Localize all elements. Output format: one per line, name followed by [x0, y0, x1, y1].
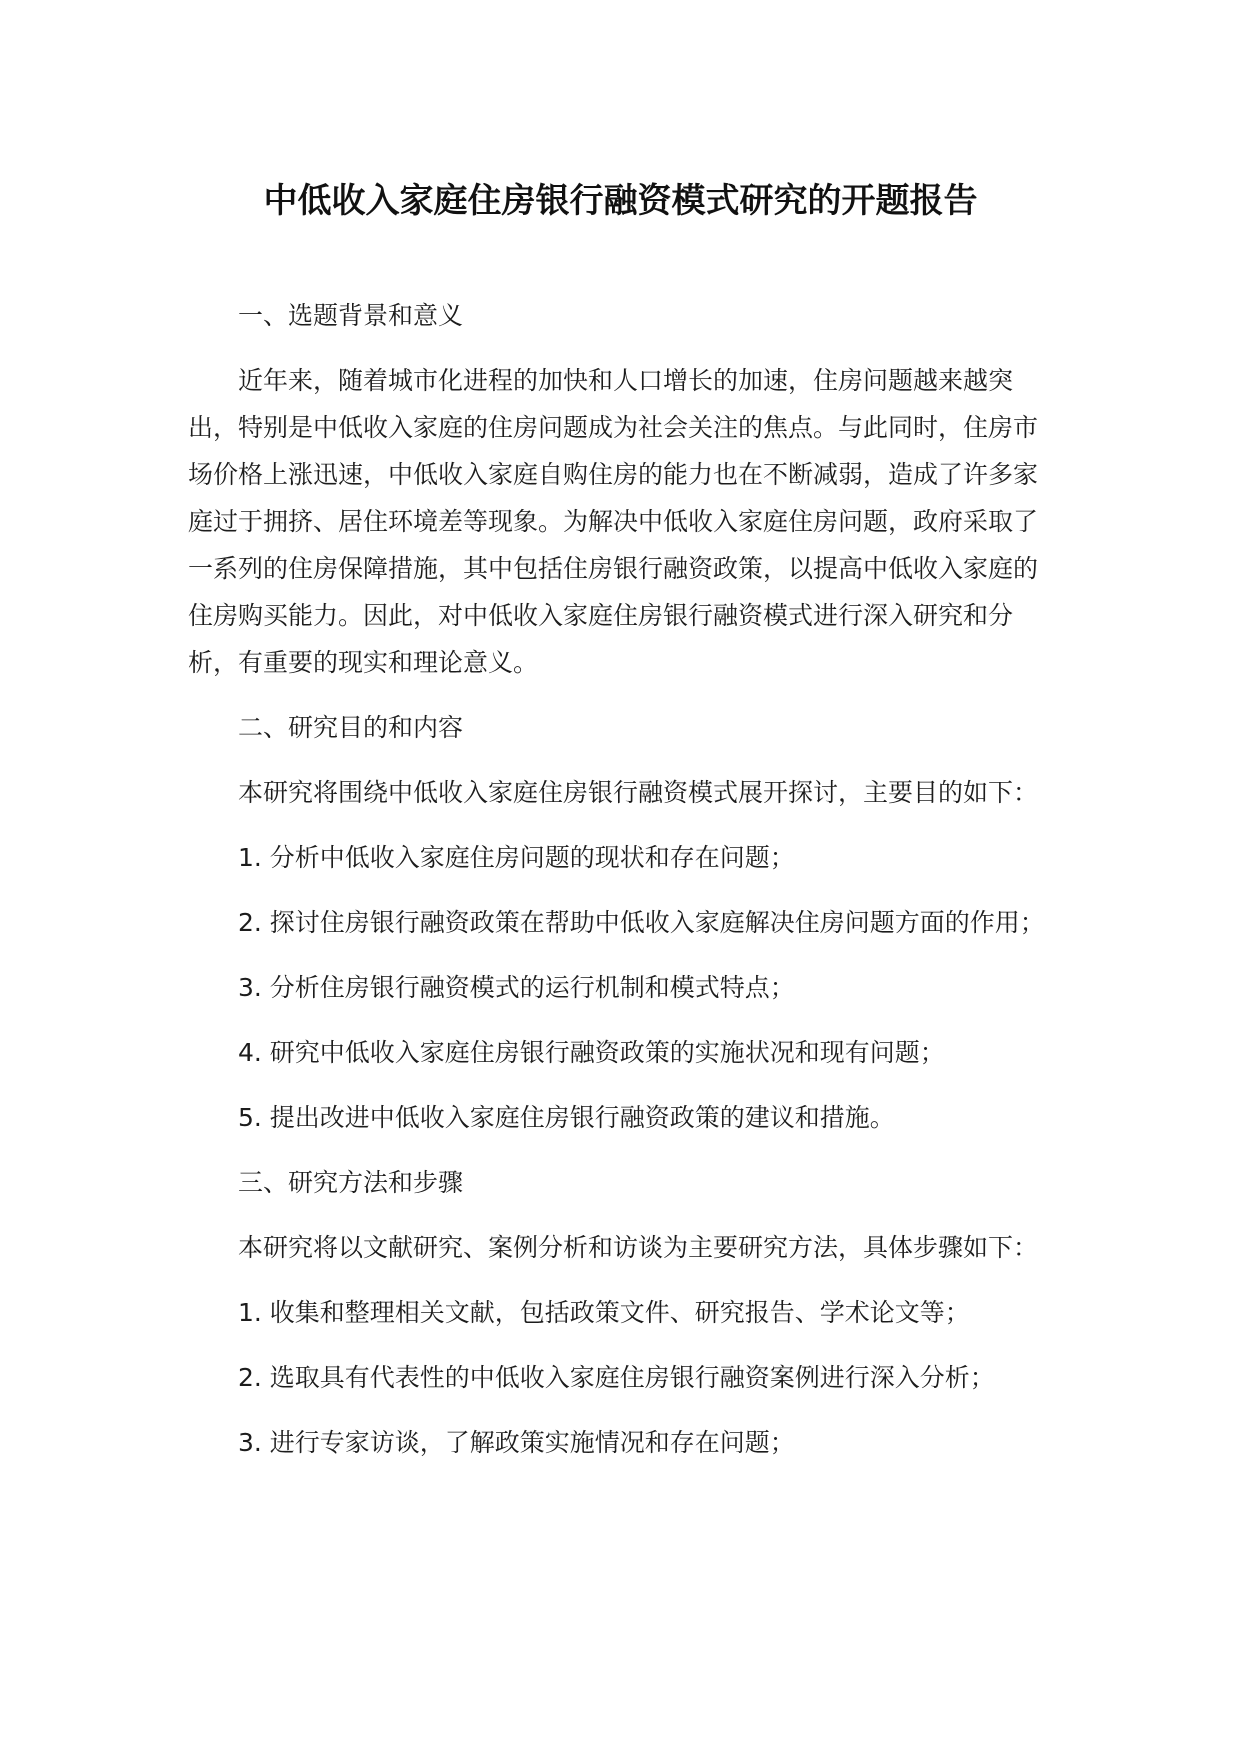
- methods-intro: 本研究将以文献研究、案例分析和访谈为主要研究方法，具体步骤如下：: [238, 1233, 1039, 1262]
- objective-item-4: 4. 研究中低收入家庭住房银行融资政策的实施状况和现有问题；: [238, 1038, 945, 1067]
- method-step-3: 3. 进行专家访谈，了解政策实施情况和存在问题；: [238, 1428, 795, 1457]
- objective-item-1: 1. 分析中低收入家庭住房问题的现状和存在问题；: [238, 843, 795, 872]
- section-heading-background: 一、选题背景和意义: [238, 301, 464, 330]
- method-step-1: 1. 收集和整理相关文献，包括政策文件、研究报告、学术论文等；: [238, 1298, 970, 1327]
- background-paragraph: 近年来，随着城市化进程的加快和人口增长的加速，住房问题越来越突出，特别是中低收入家庭的住房问题成为社会关注的焦点。与此同时，住房市场价格上涨迅速，中低收入家庭自购住房的能力也在不断减弱，造成了许多家庭过于拥挤、居住环境差等现象。为解决中低收入家庭住房问题，政府采取了一系列的住房保障措施，其中包括住房银行融资政策，以提高中低收入家庭的住房购买能力。因此，对中低收入家庭住房银行融资模式进行深入研究和分析，有重要的现实和理论意义。: [188, 366, 1039, 677]
- document-body: [188, 292, 1048, 1484]
- document-title: 中低收入家庭住房银行融资模式研究的开题报告: [263, 181, 978, 221]
- section-heading-objectives: 二、研究目的和内容: [238, 713, 464, 742]
- objective-item-5: 5. 提出改进中低收入家庭住房银行融资政策的建议和措施。: [238, 1103, 895, 1132]
- method-step-2: 2. 选取具有代表性的中低收入家庭住房银行融资案例进行深入分析；: [238, 1363, 995, 1392]
- objective-item-3: 3. 分析住房银行融资模式的运行机制和模式特点；: [238, 973, 795, 1002]
- objectives-intro: 本研究将围绕中低收入家庭住房银行融资模式展开探讨，主要目的如下：: [238, 778, 1039, 807]
- section-heading-methods: 三、研究方法和步骤: [238, 1168, 464, 1197]
- objective-item-2: 2. 探讨住房银行融资政策在帮助中低收入家庭解决住房问题方面的作用；: [238, 908, 1045, 937]
